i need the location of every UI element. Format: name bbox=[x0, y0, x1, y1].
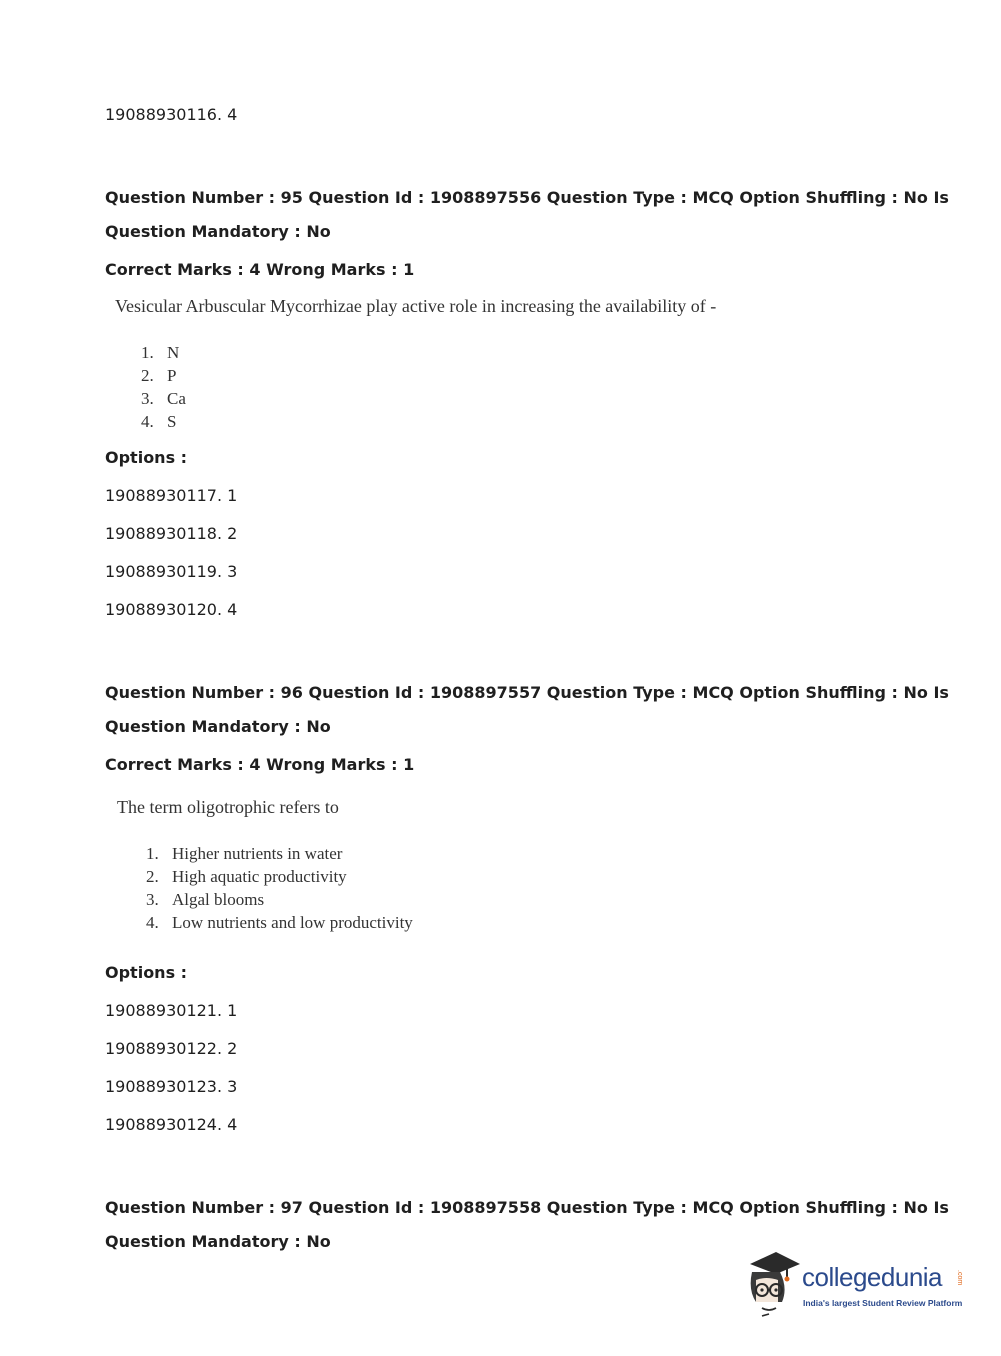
q96-choice-1: 1. Higher nutrients in water bbox=[146, 844, 343, 863]
logo-tagline: India's largest Student Review Platform bbox=[803, 1298, 963, 1308]
q95-option-3: 19088930119. 3 bbox=[105, 562, 238, 581]
q96-choice-4: 4. Low nutrients and low productivity bbox=[146, 913, 413, 932]
q95-option-4: 19088930120. 4 bbox=[105, 600, 238, 619]
q95-mandatory: Question Mandatory : No bbox=[105, 222, 331, 241]
q96-option-4: 19088930124. 4 bbox=[105, 1115, 238, 1134]
q96-option-1: 19088930121. 1 bbox=[105, 1001, 238, 1020]
q97-header: Question Number : 97 Question Id : 1908897558 Question Type : MCQ Option Shuffling : No Is bbox=[105, 1198, 949, 1217]
q95-options-label: Options : bbox=[105, 448, 188, 467]
q96-options-label: Options : bbox=[105, 963, 188, 982]
q96-choices bbox=[146, 842, 413, 934]
q97-mandatory: Question Mandatory : No bbox=[105, 1232, 331, 1251]
mascot-icon bbox=[742, 1250, 802, 1320]
q96-choice-3: 3. Algal blooms bbox=[146, 890, 265, 909]
q95-marks: Correct Marks : 4 Wrong Marks : 1 bbox=[105, 260, 415, 279]
q95-question-text: Vesicular Arbuscular Mycorrhizae play active role in increasing the availability of - bbox=[115, 296, 717, 316]
q95-choice-4: 4. S bbox=[141, 412, 177, 431]
q95-choice-3: 3. Ca bbox=[141, 389, 186, 408]
q95-choices bbox=[141, 341, 186, 433]
q96-option-3: 19088930123. 3 bbox=[105, 1077, 238, 1096]
q96-question-text: The term oligotrophic refers to bbox=[117, 797, 339, 817]
q95-choice-2: 2. P bbox=[141, 366, 177, 385]
logo-wordmark: collegedunia bbox=[802, 1262, 943, 1292]
collegedunia-logo bbox=[742, 1250, 972, 1320]
q96-header: Question Number : 96 Question Id : 1908897557 Question Type : MCQ Option Shuffling : No Is bbox=[105, 683, 949, 702]
option-116: 19088930116. 4 bbox=[105, 105, 238, 124]
q95-choice-1: 1. N bbox=[141, 343, 180, 362]
q95-header: Question Number : 95 Question Id : 1908897556 Question Type : MCQ Option Shuffling : No Is bbox=[105, 188, 949, 207]
q96-choice-2: 2. High aquatic productivity bbox=[146, 867, 347, 886]
q96-mandatory: Question Mandatory : No bbox=[105, 717, 331, 736]
logo-com: .com bbox=[956, 1270, 963, 1286]
q95-option-2: 19088930118. 2 bbox=[105, 524, 238, 543]
q96-marks: Correct Marks : 4 Wrong Marks : 1 bbox=[105, 755, 415, 774]
q96-option-2: 19088930122. 2 bbox=[105, 1039, 238, 1058]
q95-option-1: 19088930117. 1 bbox=[105, 486, 238, 505]
